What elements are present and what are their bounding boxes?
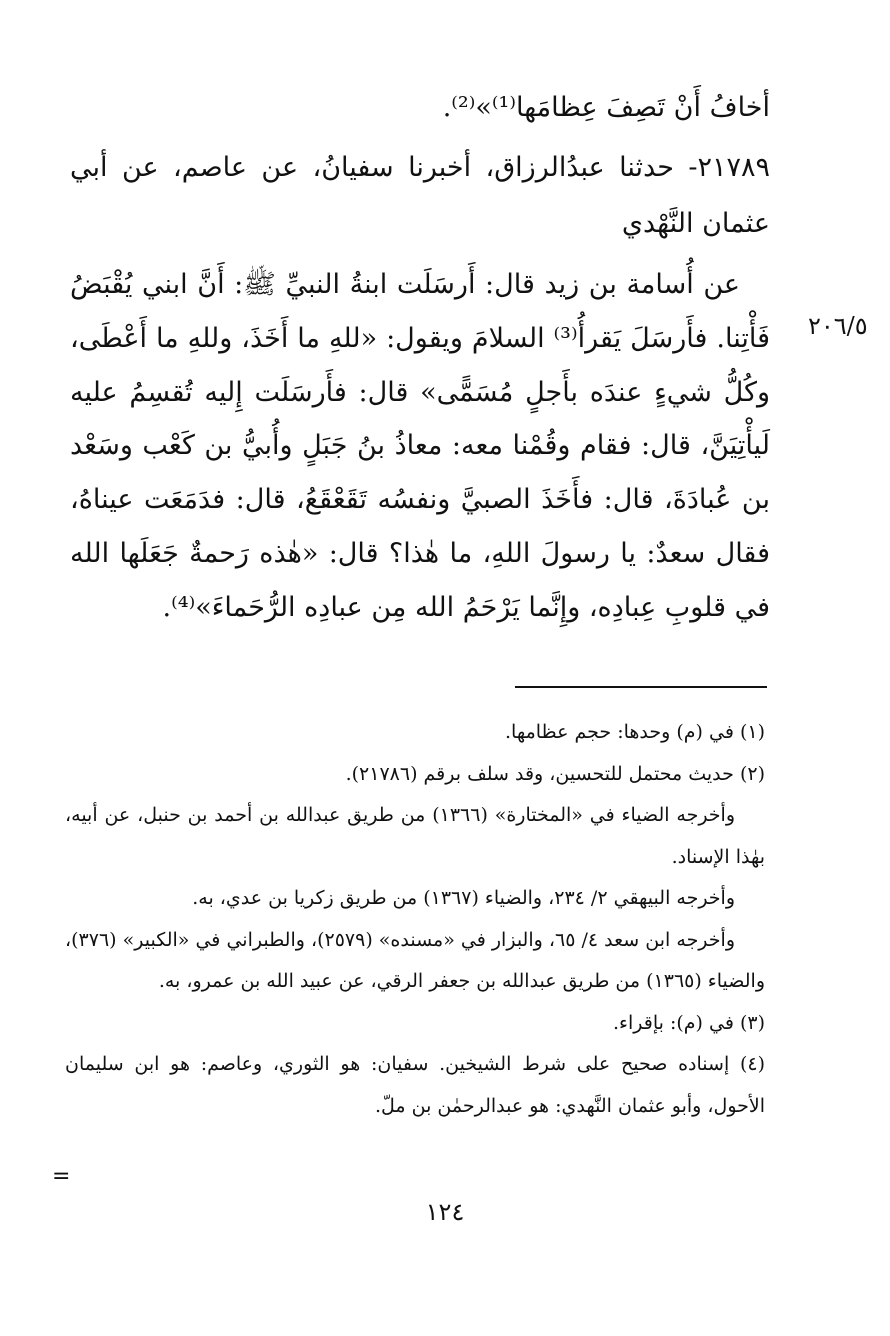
footnote-2-source-c: وأخرجه ابن سعد ٤/ ٦٥، والبزار في «مسنده» (٢٥٧٩)، والطبراني في «الكبير» (٣٧٦)، والضياء (١٣٦٥) من طريق عبدالله بن جعفر الرقي، عن عبيد الله بن عمرو، به. (65, 928, 765, 992)
continuation-mark: = (52, 1164, 71, 1189)
footnote-separator-rule (515, 686, 767, 688)
hadith-closing-text: أخافُ أَنْ تَصِفَ عِظامَها⁽¹⁾»⁽²⁾. (442, 92, 770, 123)
hadith-body-paragraph (70, 258, 770, 635)
hadith-body-text: عن أُسامة بن زيد قال: أَرسَلَت ابنةُ النبيِّ ﷺ: أَنَّ ابني يُقْبَضُ فَأْتِنا. فأَرسَلَ يَقرأُ⁽³⁾ السلامَ ويقول: «للهِ ما أَخَذَ، وللهِ ما أَعْطَى، وكُلُّ شيءٍ عندَه بأَجلٍ مُسَمًّى» قال: فأَرسَلَت إِليه تُقسِمُ عليه لَيأْتِيَنَّ، قال: فقام وقُمْنا معه: معاذُ بنُ جَبَلٍ وأُبيُّ بن كَعْب وسَعْد بن عُبادَةَ، قال: فأَخَذَ الصبيَّ ونفسُه تَقَعْقَعُ، قال: فدَمَعَت عيناهُ، فقال سعدٌ: يا رسولَ اللهِ، ما هٰذا؟ قال: «هٰذه رَحمةٌ جَعَلَها الله في قلوبِ عِبادِه، وإِنَّما يَرْحَمُ الله مِن عبادِه الرُّحَماءَ»⁽⁴⁾. (70, 269, 770, 623)
footnote-3: (٣) في (م): بإقراء. (613, 1011, 765, 1034)
hadith-chain-text: ٢١٧٨٩- حدثنا عبدُالرزاق، أخبرنا سفيانُ، عن عاصم، عن أبي عثمان النَّهْدي (70, 152, 770, 239)
footnote-4: (٤) إسناده صحيح على شرط الشيخين. سفيان: هو الثوري، وعاصم: هو ابن سليمان الأحول، وأبو عثمان النَّهدي: هو عبدالرحمٰن بن ملّ. (65, 1053, 765, 1117)
footnote-2-source-b: وأخرجه البيهقي ٢/ ٢٣٤، والضياء (١٣٦٧) من طريق زكريا بن عدي، به. (192, 887, 735, 909)
page-number: ١٢٤ (425, 1198, 465, 1226)
margin-volume-page-reference: ٢٠٦/٥ (808, 312, 868, 340)
hadith-chain-paragraph (70, 140, 770, 252)
hadith-closing-line (70, 78, 770, 138)
footnotes (65, 712, 765, 1127)
footnote-2: (٢) حديث محتمل للتحسين، وقد سلف برقم (٢١٧٨٦). (345, 762, 765, 785)
footnote-2-source-a: وأخرجه الضياء في «المختارة» (١٣٦٦) من طريق عبدالله بن أحمد بن حنبل، عن أبيه، بهٰذا الإسناد. (65, 804, 765, 868)
footnote-1: (١) في (م) وحدها: حجم عظامها. (505, 721, 765, 743)
